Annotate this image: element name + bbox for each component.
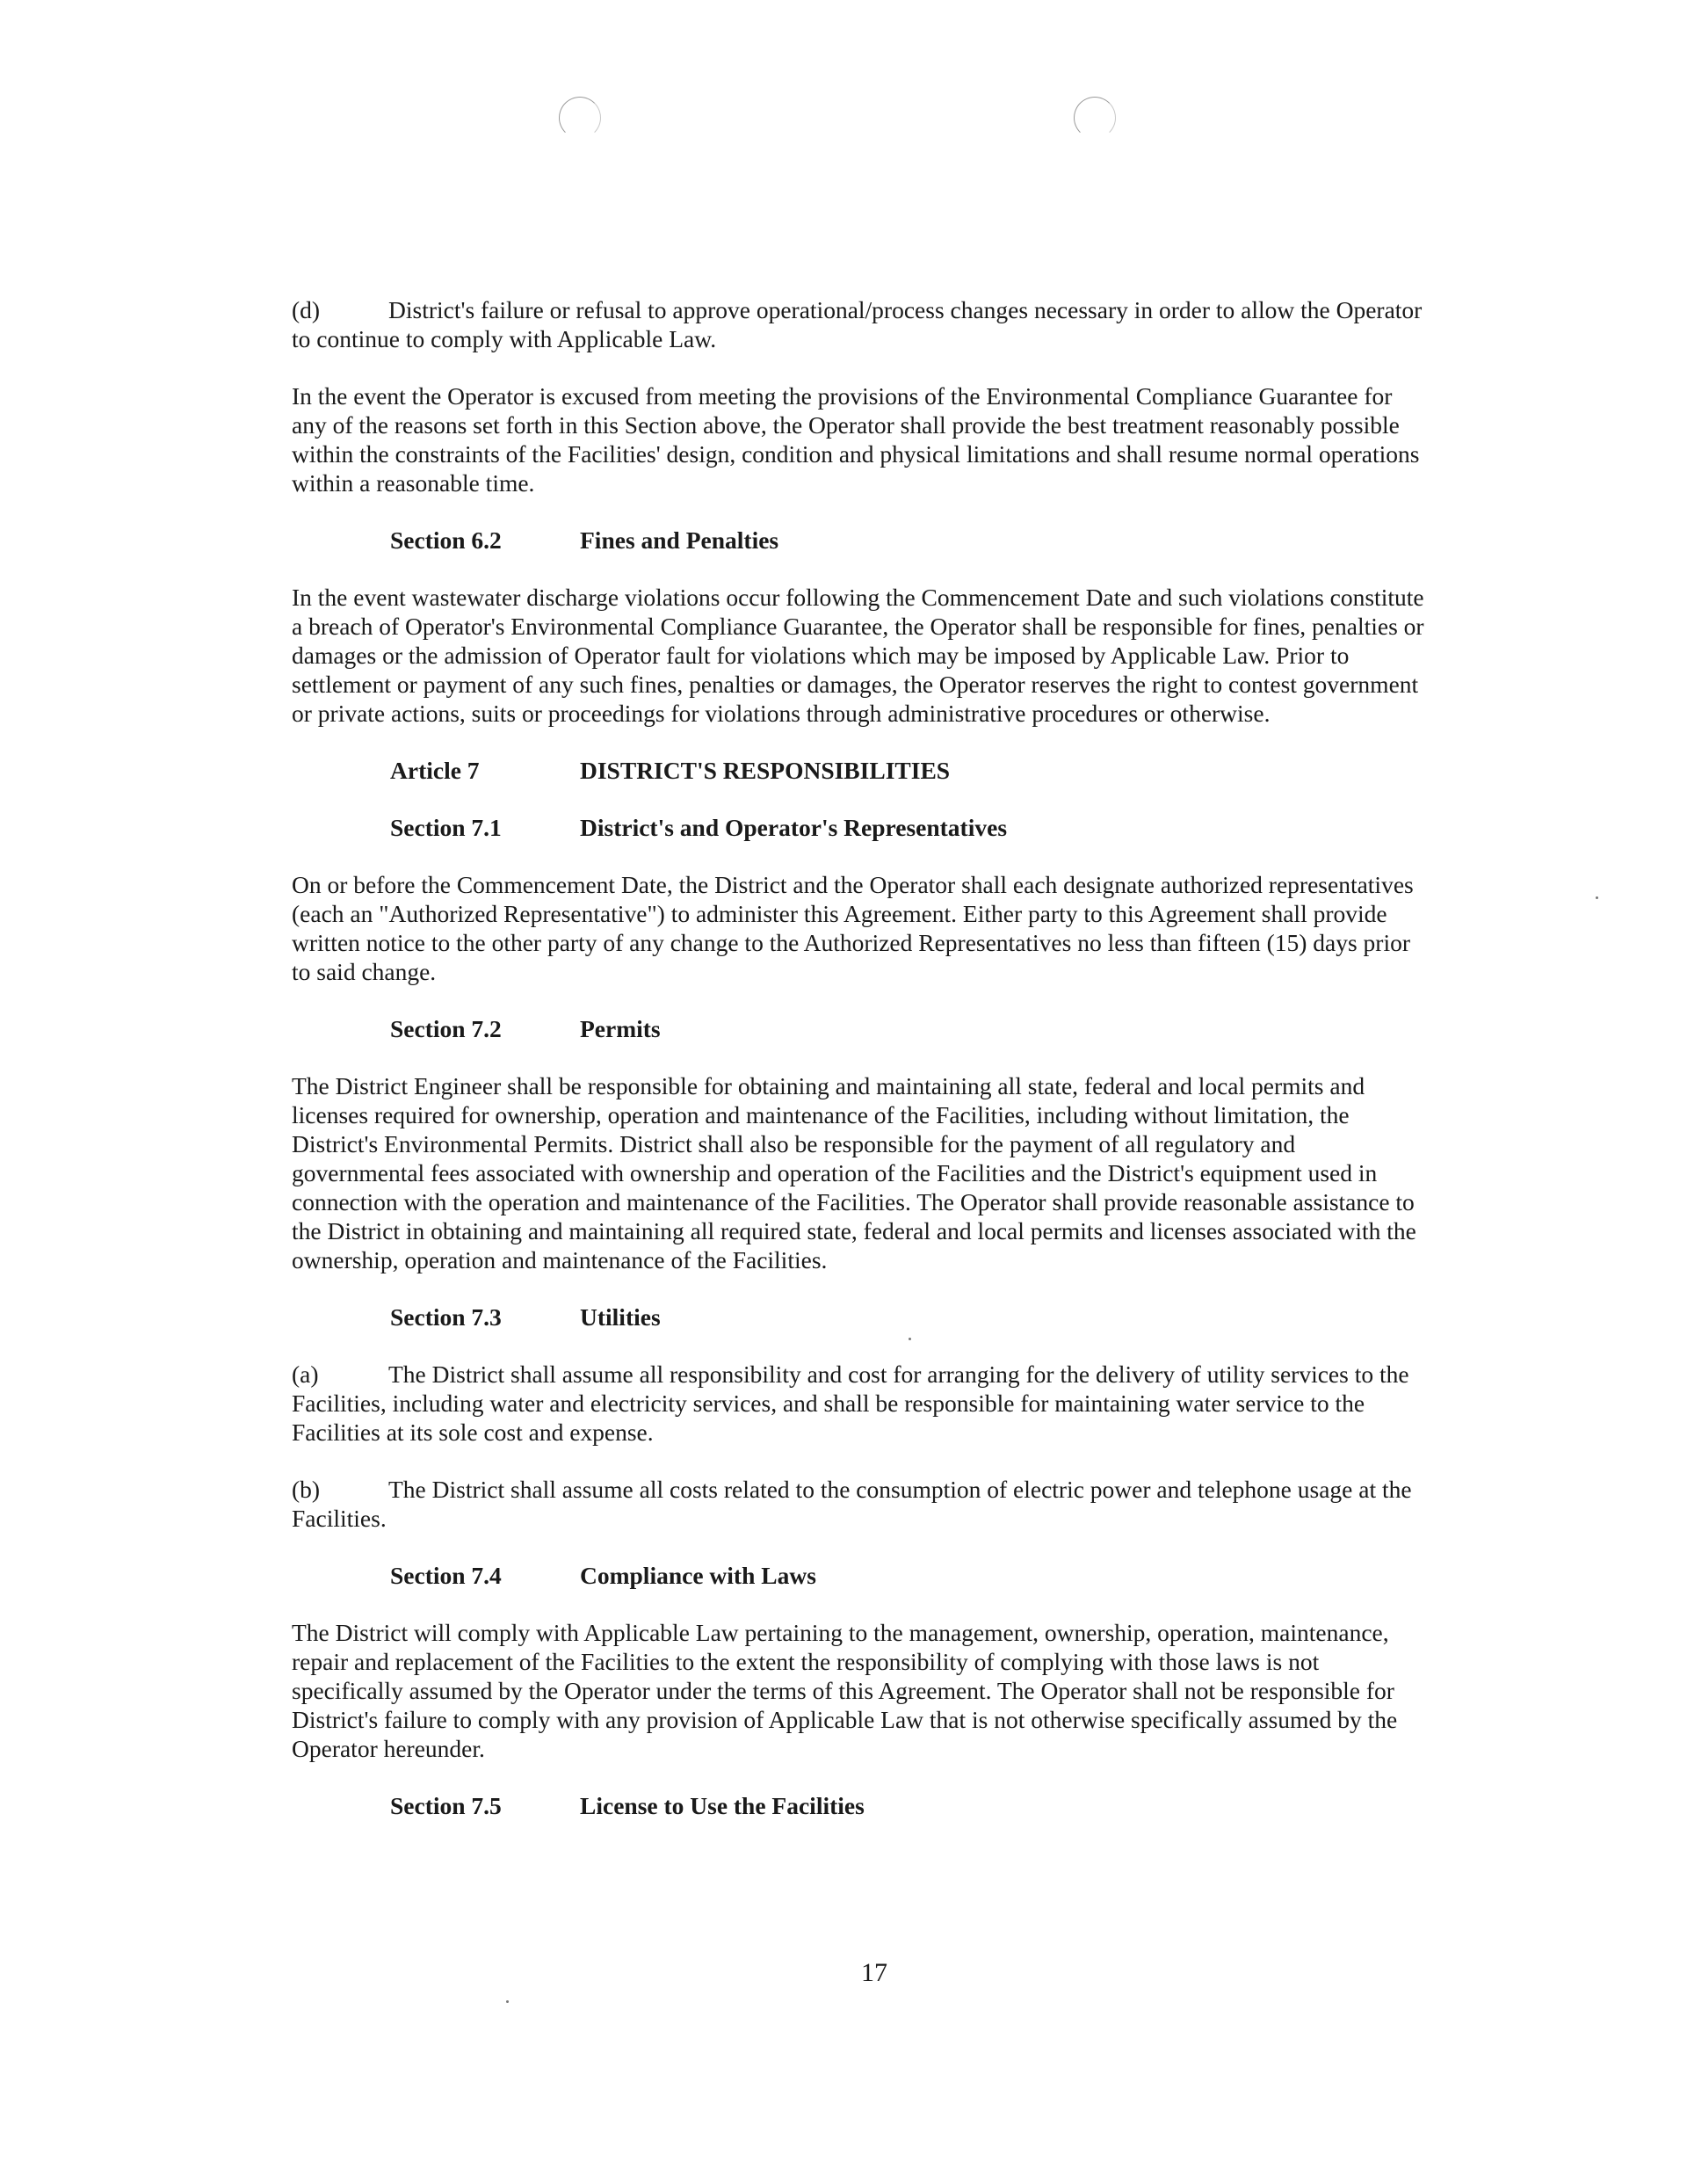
section-7-2-title: Permits: [580, 1015, 661, 1042]
item-b-text: The District shall assume all costs related to the consumption of electric power and telephone usage at the Facilities.: [292, 1476, 1412, 1532]
scan-speck: [909, 1338, 911, 1340]
section-7-1-body: On or before the Commencement Date, the District and the Operator shall each designate authorized representatives (each an "Authorized Representative") to administer this Agreement. Either party to this Agreement shall provide written notice to the other party of any change to the Authorized Representatives no less than fifteen (15) days prior to said change.: [292, 871, 1414, 985]
section-7-4-title: Compliance with Laws: [580, 1562, 816, 1589]
item-a-text: The District shall assume all responsibility and cost for arranging for the delivery of utility services to the Facilities, including water and electricity services, and shall be responsible for maintaining water service to the Facilities at its sole cost and expense.: [292, 1360, 1409, 1446]
section-7-2-number: Section 7.2: [390, 1015, 502, 1042]
section-7-3-item-b: [292, 1475, 1425, 1533]
section-7-2-body: The District Engineer shall be responsible for obtaining and maintaining all state, federal and local permits and licenses required for ownership, operation and maintenance of the Facilities, including without limitation, the District's Environmental Permits. District shall also be responsible for the payment of all regulatory and governmental fees associated with ownership and operation of the Facilities and the District's equipment used in connection with the operation and maintenance of the Facilities. The Operator shall provide reasonable assistance to the District in obtaining and maintaining all required state, federal and local permits and licenses associated with the ownership, operation and maintenance of the Facilities.: [292, 1072, 1416, 1273]
binder-hole-right: [1074, 97, 1116, 139]
excused-paragraph: In the event the Operator is excused from meeting the provisions of the Environmental Compliance Guarantee for any of the reasons set forth in this Section above, the Operator shall provide the best treatment reasonably possible within the constraints of the Facilities' design, condition and physical limitations and shall resume normal operations within a reasonable time.: [292, 382, 1420, 497]
scan-speck: [506, 2000, 509, 2003]
section-7-5-number: Section 7.5: [390, 1792, 502, 1819]
section-6-2-title: Fines and Penalties: [580, 526, 779, 554]
section-7-3-item-a: [292, 1360, 1425, 1447]
paragraph-d-text: District's failure or refusal to approve operational/process changes necessary in order to allow the Operator to continue to comply with Applicable Law.: [292, 296, 1423, 352]
binder-hole-left: [559, 97, 601, 139]
section-7-3-number: Section 7.3: [390, 1303, 502, 1331]
section-7-3-title: Utilities: [580, 1303, 661, 1331]
section-7-4-body: The District will comply with Applicable Law pertaining to the management, ownership, operation, maintenance, repair and replacement of the Facilities to the extent the responsibility of complying with those laws is not specifically assumed by the Operator under the terms of this Agreement. The Operator shall not be responsible for District's failure to comply with any provision of Applicable Law that is not otherwise specifically assumed by the Operator hereunder.: [292, 1619, 1398, 1762]
article-7-number: Article 7: [390, 757, 480, 784]
section-7-1-number: Section 7.1: [390, 814, 502, 841]
section-7-4-heading: [292, 1561, 1425, 1590]
item-letter-b: (b): [292, 1476, 321, 1503]
article-7-heading: [292, 756, 1425, 785]
item-letter-a: (a): [292, 1360, 319, 1388]
section-7-5-heading: [292, 1791, 1425, 1820]
page-number: 17: [861, 1958, 887, 1987]
scan-speck: [1596, 896, 1598, 899]
section-6-2-body: In the event wastewater discharge violations occur following the Commencement Date and such violations constitute a breach of Operator's Environmental Compliance Guarantee, the Operator shall be responsible for fines, penalties or damages or the admission of Operator fault for violations which may be imposed by Applicable Law. Prior to settlement or payment of any such fines, penalties or damages, the Operator reserves the right to contest government or private actions, suits or proceedings for violations through administrative procedures or otherwise.: [292, 584, 1424, 727]
item-letter-d: (d): [292, 296, 321, 323]
section-7-5-title: License to Use the Facilities: [580, 1792, 865, 1819]
section-6-2-number: Section 6.2: [390, 526, 502, 554]
section-7-1-heading: [292, 813, 1425, 842]
section-7-4-number: Section 7.4: [390, 1562, 502, 1589]
section-6-2-heading: [292, 526, 1425, 555]
section-7-3-heading: [292, 1302, 1425, 1331]
paragraph-d: [292, 295, 1425, 353]
document-body: [292, 295, 1425, 1848]
section-7-1-title: District's and Operator's Representatives: [580, 814, 1008, 841]
article-7-title: DISTRICT'S RESPONSIBILITIES: [580, 757, 951, 784]
section-7-2-heading: [292, 1014, 1425, 1043]
